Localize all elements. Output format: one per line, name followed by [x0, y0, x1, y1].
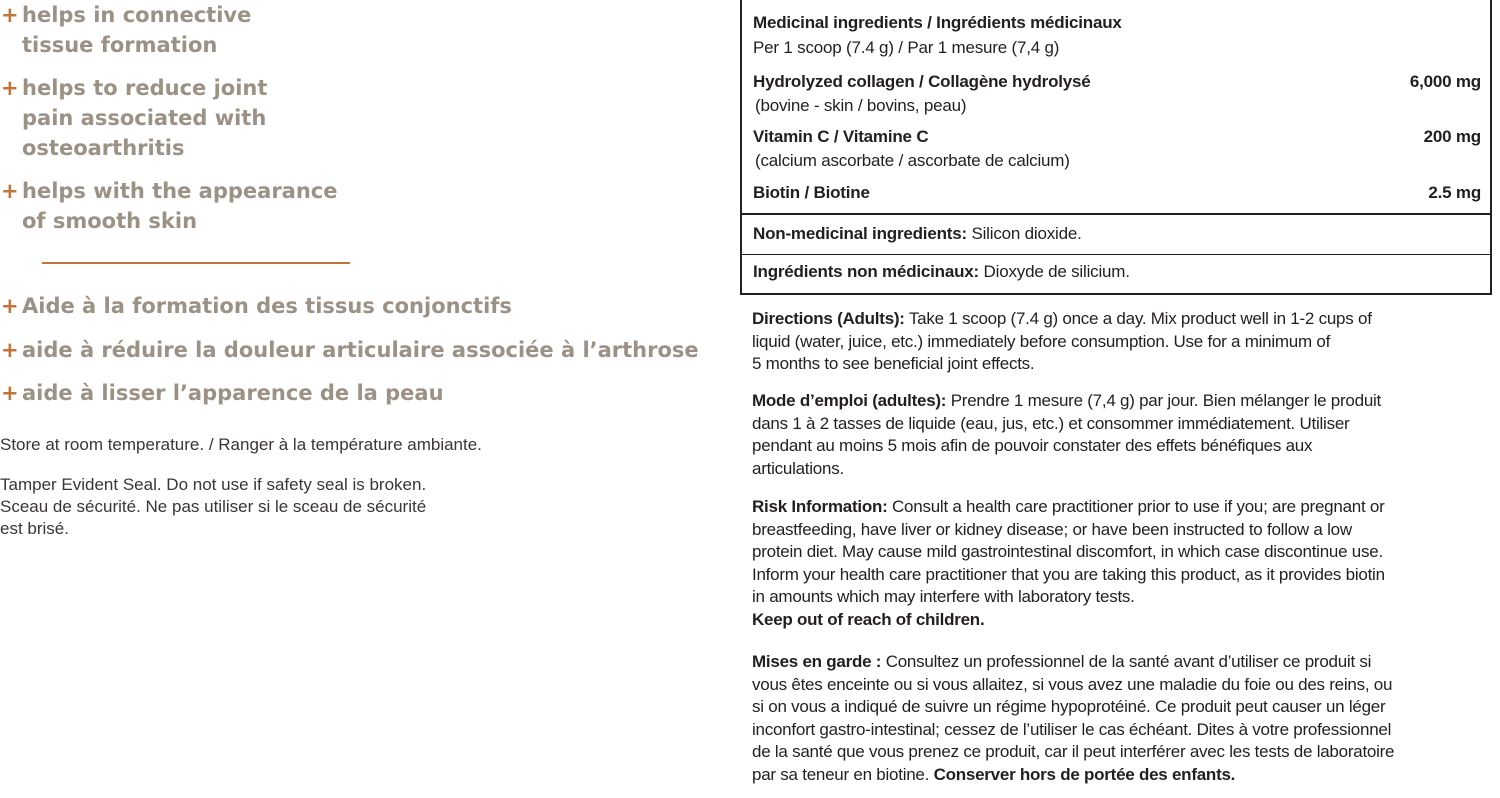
plus-bullet: + — [1, 3, 19, 27]
claim-en-3 — [0, 176, 338, 236]
claim-line: helps in connective — [22, 3, 252, 27]
claim-fr-2 — [0, 335, 699, 365]
claim-line: of smooth skin — [22, 209, 198, 233]
storage-line: Store at room temperature. / Ranger à la température ambiante. — [0, 435, 482, 454]
table-divider — [742, 254, 1490, 255]
ingredient-source: (calcium ascorbate / ascorbate de calcium) — [755, 151, 1070, 170]
table-divider — [742, 213, 1490, 215]
risk-fr-text: Consultez un professionnel de la santé avant d’utiliser ce produit si — [881, 652, 1372, 671]
directions-fr-line — [752, 390, 1497, 413]
claim-line: helps to reduce joint — [22, 76, 268, 100]
accent-divider — [42, 262, 350, 264]
plus-bullet: + — [1, 179, 19, 203]
ingredient-amount: 6,000 mg — [1409, 72, 1481, 91]
directions-en-line: 5 months to see beneficial joint effects. — [752, 354, 1035, 374]
directions-fr — [752, 390, 1497, 480]
keep-out-warning-en: Keep out of reach of children. — [752, 609, 985, 629]
risk-en-label: Risk Information: — [752, 497, 888, 516]
claim-fr-1 — [0, 291, 512, 321]
risk-en-line: protein diet. May cause mild gastrointestinal discomfort, in which case discontinue use. — [752, 542, 1383, 562]
risk-fr-line: de la santé que vous prenez ce produit, car il peut interférer avec les tests de laboratoire — [752, 742, 1395, 762]
risk-fr-line: vous êtes enceinte ou si vous allaitez, si vous avez une maladie du foie ou des reins, ou — [752, 674, 1393, 694]
risk-information-fr — [752, 651, 1497, 787]
claim-line: tissue formation — [22, 33, 218, 57]
risk-information-en — [752, 496, 1497, 632]
keep-out-warning-fr: Conserver hors de portée des enfants. — [933, 764, 1236, 784]
risk-en-line — [752, 496, 1497, 519]
plus-bullet: + — [1, 381, 19, 405]
ingredient-amount: 200 mg — [1423, 127, 1481, 146]
claim-en-1 — [0, 0, 251, 60]
non-medicinal-en-label: Non-medicinal ingredients: — [753, 224, 967, 243]
risk-en-text: Consult a health care practitioner prior to use if you; are pregnant or — [887, 497, 1385, 516]
table-title — [753, 11, 1481, 35]
ingredient-source: (bovine - skin / bovins, peau) — [755, 96, 967, 115]
ingredient-name: Vitamin C / Vitamine C — [753, 127, 929, 146]
serving-size — [753, 36, 1481, 60]
directions-en-label: Directions (Adults): — [752, 309, 905, 328]
risk-fr-line: inconfort gastro-intestinal; cessez de l’utiliser le cas échéant. Dites à votre professionnel — [752, 719, 1392, 739]
ingredient-name: Hydrolyzed collagen / Collagène hydrolysé — [753, 72, 1091, 91]
storage-text — [0, 434, 560, 456]
directions-fr-line: dans 1 à 2 tasses de liquide (eau, jus, etc.) et consommer immédiatement. Utiliser — [752, 413, 1350, 433]
risk-fr-line — [752, 764, 1497, 787]
directions-en-text: Take 1 scoop (7.4 g) once a day. Mix product well in 1-2 cups of — [904, 309, 1372, 328]
non-medicinal-fr-value: Dioxyde de silicium. — [979, 262, 1130, 281]
ingredient-row — [753, 125, 1481, 173]
directions-fr-line: articulations. — [752, 458, 844, 478]
seal-text — [0, 474, 560, 540]
directions-fr-line: pendant au moins 5 mois afin de pouvoir constater des effets bénéfiques aux — [752, 436, 1313, 456]
claim-line: osteoarthritis — [22, 136, 185, 160]
risk-en-line: in amounts which may interfere with laboratory tests. — [752, 587, 1135, 607]
claim-fr-3 — [0, 378, 444, 408]
risk-en-line: Inform your health care practitioner that you are taking this product, as it provides biotin — [752, 564, 1385, 584]
seal-line: Sceau de sécurité. Ne pas utiliser si le sceau de sécurité — [0, 497, 427, 516]
risk-fr-line: si on vous a indiqué de suivre un régime hypoprotéiné. Ce produit peut causer un léger — [752, 697, 1386, 717]
claim-line: helps with the appearance — [22, 179, 338, 203]
plus-bullet: + — [1, 76, 19, 100]
claim-line: aide à lisser l’apparence de la peau — [22, 381, 444, 405]
claim-en-2 — [0, 73, 267, 163]
ingredient-amount: 2.5 mg — [1428, 183, 1481, 202]
seal-line: est brisé. — [0, 519, 69, 538]
ingredient-row — [753, 70, 1481, 118]
seal-line: Tamper Evident Seal. Do not use if safety seal is broken. — [0, 475, 427, 494]
plus-bullet: + — [1, 294, 19, 318]
table-title-text: Medicinal ingredients / Ingrédients médicinaux — [753, 13, 1122, 32]
claim-line: aide à réduire la douleur articulaire associée à l’arthrose — [22, 338, 699, 362]
risk-fr-label: Mises en garde : — [752, 652, 882, 671]
plus-bullet: + — [1, 338, 19, 362]
serving-size-text: Per 1 scoop (7.4 g) / Par 1 mesure (7,4 g) — [753, 38, 1060, 57]
risk-fr-text: par sa teneur en biotine. — [752, 764, 930, 784]
directions-en-line — [752, 308, 1497, 331]
non-medicinal-fr-label: Ingrédients non médicinaux: — [753, 262, 980, 281]
non-medicinal-fr — [753, 260, 1481, 284]
non-medicinal-en-value: Silicon dioxide. — [966, 224, 1082, 243]
claim-line: pain associated with — [22, 106, 267, 130]
risk-fr-line — [752, 651, 1497, 674]
directions-fr-text: Prendre 1 mesure (7,4 g) par jour. Bien mélanger le produit — [946, 391, 1382, 410]
directions-en-line: liquid (water, juice, etc.) immediately before consumption. Use for a minimum of — [752, 331, 1331, 351]
ingredient-row — [753, 181, 1481, 205]
ingredient-name: Biotin / Biotine — [753, 183, 870, 202]
ingredients-table — [740, 0, 1492, 295]
non-medicinal-en — [753, 222, 1481, 246]
risk-en-line: breastfeeding, have liver or kidney disease; or have been instructed to follow a low — [752, 519, 1352, 539]
directions-fr-label: Mode d’emploi (adultes): — [752, 391, 947, 410]
directions-en — [752, 308, 1497, 376]
claim-line: Aide à la formation des tissus conjonctifs — [22, 294, 512, 318]
